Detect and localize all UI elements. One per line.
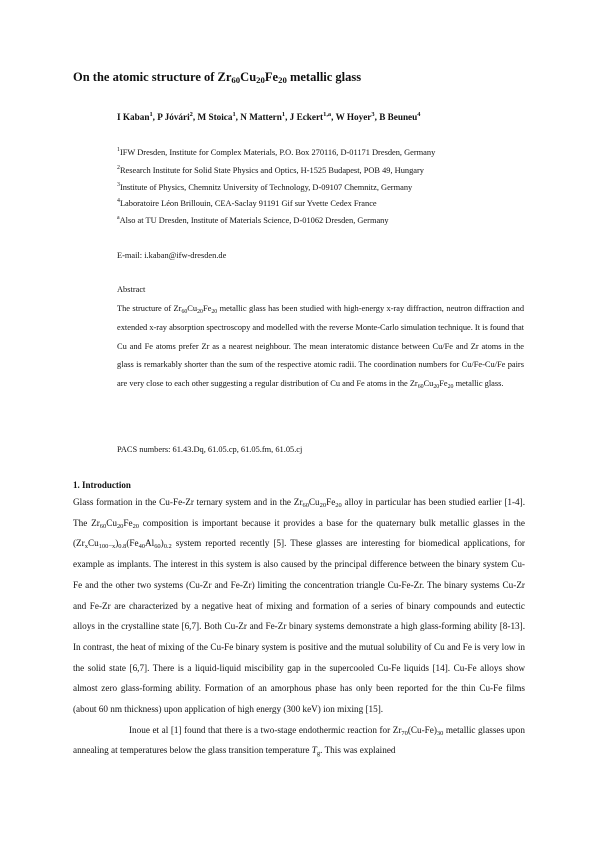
author: B Beuneu$^4$: [379, 111, 421, 122]
pacs-numbers: PACS numbers: 61.43.Dq, 61.05.cp, 61.05.fm, 61.05.cj: [117, 445, 303, 454]
abstract-text: The structure of $Zr_{60}Cu_{20}Fe_{20}$ metallic glass has been studied with high-energy x-ray diffraction, neutron diffraction and extended x-ray absorption spectroscopy and modelled with the reverse Monte-Carlo simulation technique. It is found that Cu and Fe atoms prefer Zr as a nearest neighbour. The mean interatomic distance between Cu/Fe and Zr atoms in the glass is remarkably shorter than the sum of the respective atomic radii. The coordination numbers for Cu/Fe-Cu/Fe pairs are very close to each other suggesting a regular distribution of Cu and Fe atoms in the $Zr_{60}Cu_{20}Fe_{20}$ metallic glass.: [117, 304, 525, 391]
affiliation-3: $^3$Institute of Physics, Chemnitz University of Technology, D-09107 Chemnitz, Germany: [117, 182, 413, 192]
paper-title: On the atomic structure of $Zr_{60}Cu_{20}Fe_{20}$ metallic glass: [73, 70, 362, 85]
affiliation-1: $^1$IFW Dresden, Institute for Complex Materials, P.O. Box 270116, D-01171 Dresden, Germany: [117, 147, 436, 157]
paragraph: Glass formation in the Cu-Fe-Zr ternary system and in the $Zr_{60}Cu_{20}Fe_{20}$ alloy in particular has been studied earlier [1-4]. The $Zr_{60}Cu_{20}Fe_{20}$ composition is important because it provides a base for the quaternary bulk metallic glasses in the $(Zr_xCu_{100-x})_{0.8}(Fe_{40}Al_{60})_{0.2}$ system reported recently [5]. These glasses are interesting for biomedical applications, for example as implants. The interest in this system is also caused by the principal difference between the binary system Cu-Fe and the other two systems (Cu-Zr and Fe-Zr) limiting the concentration triangle Cu-Fe-Zr. The binary systems Cu-Zr and Fe-Zr are characterized by a negative heat of mixing and formation of a series of binary compounds and eutectic alloys in the crystalline state [6,7]. Both Cu-Zr and Fe-Zr binary systems demonstrate a high glass-forming ability [8-13]. In contrast, the heat of mixing of the Cu-Fe binary system is positive and the mutual solubility of Cu and Fe is very low in the solid state [6,7]. There is a liquid-liquid miscibility gap in the supercooled Cu-Fe liquids [14]. Cu-Fe alloys show almost zero glass-forming ability. Formation of an amorphous phase has only been reported for the thin Cu-Fe films (about 60 nm thickness) upon application of high energy (300 keV) ion mixing [15].: [73, 497, 525, 715]
section-heading-introduction: 1. Introduction: [73, 480, 131, 490]
affiliation-4: $^4$Laboratoire Léon Brillouin, CEA-Saclay 91191 Gif sur Yvette Cedex France: [117, 198, 377, 208]
paragraph: Inoue et al [1] found that there is a two-stage endothermic reaction for $Zr_{70}(Cu-Fe)_{30}$ metallic glasses upon annealing at temperatures below the glass transition temperature $T_g$. This was explained: [73, 724, 525, 758]
author-list: [117, 112, 420, 122]
author: M Stoica$^1$,: [197, 111, 241, 122]
author: P Jóvári$^2$,: [157, 111, 198, 122]
author: W Hoyer$^3$,: [335, 111, 380, 122]
author: J Eckert$^{1,a}$,: [289, 111, 336, 122]
contact-email: E-mail: i.kaban@ifw-dresden.de: [117, 251, 227, 260]
introduction-body: [73, 492, 525, 761]
abstract-heading: Abstract: [117, 285, 146, 294]
author: I Kaban$^1$,: [117, 111, 158, 122]
author: N Mattern$^1$,: [240, 111, 290, 122]
affiliation-2: $^2$Research Institute for Solid State Physics and Optics, H-1525 Budapest, POB 49, Hungary: [117, 165, 424, 175]
affiliation-5: $^a$Also at TU Dresden, Institute of Materials Science, D-01062 Dresden, Germany: [117, 215, 389, 225]
